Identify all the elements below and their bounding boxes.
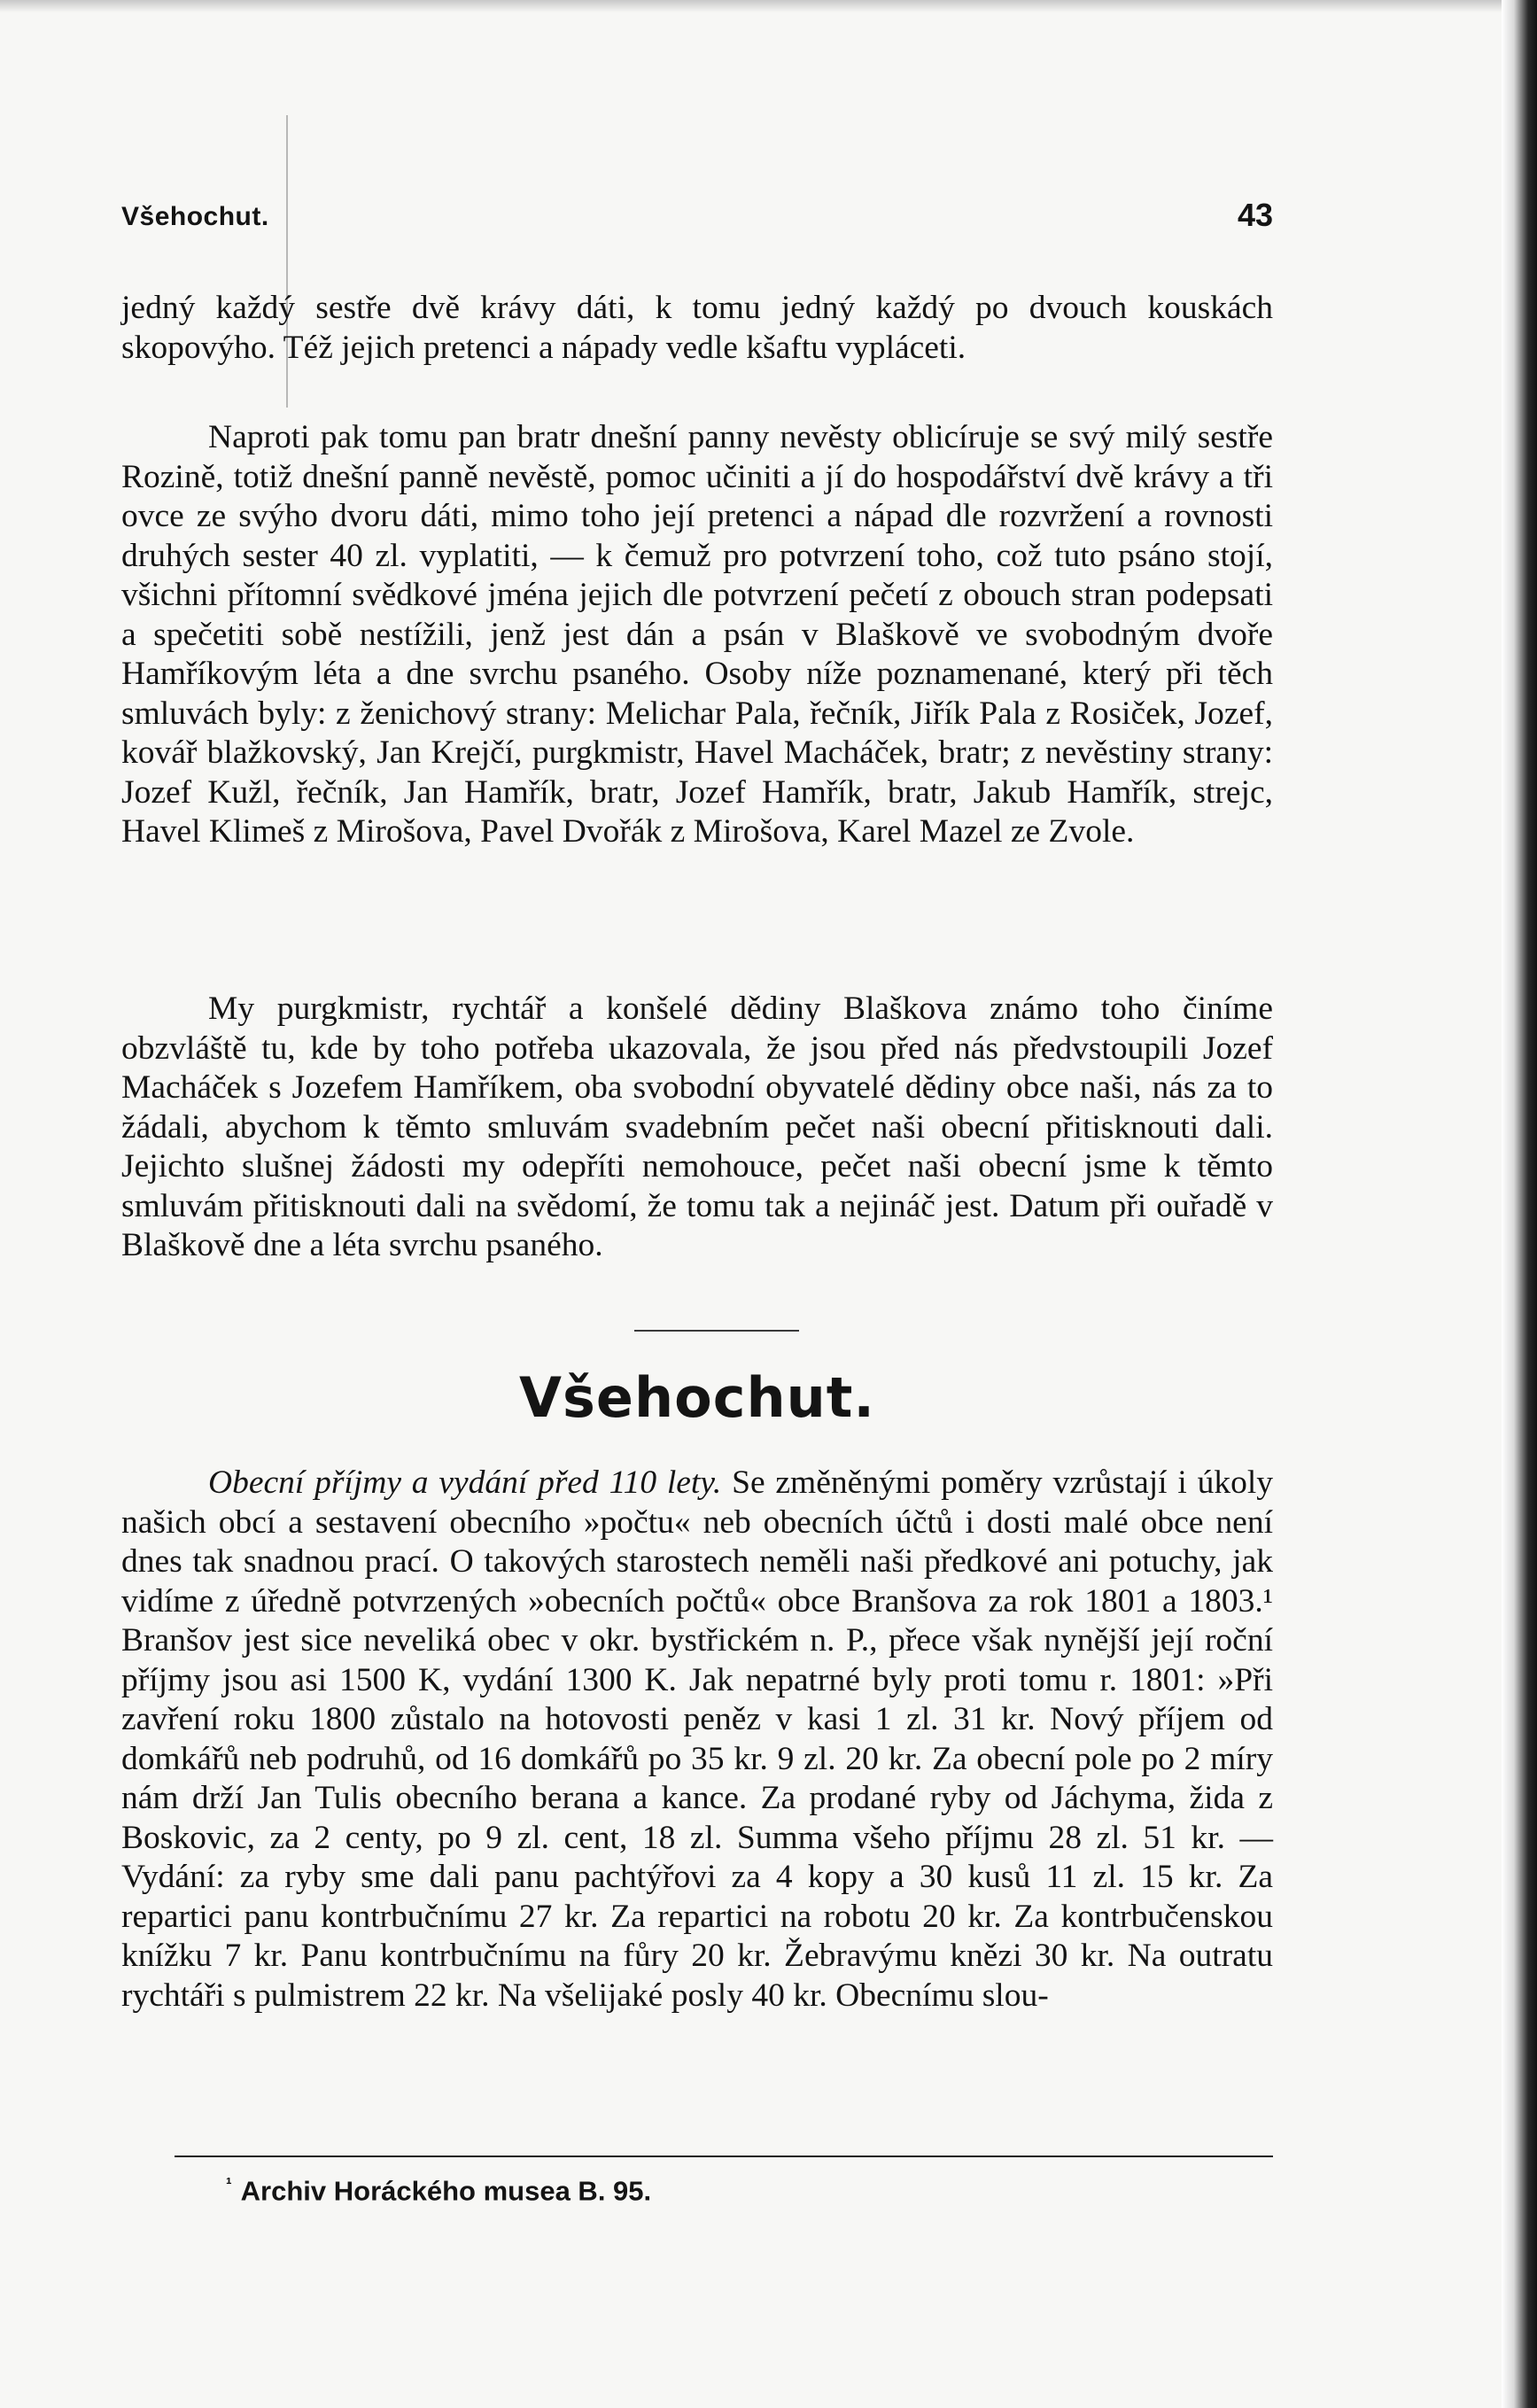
footnote-text: Archiv Horáckého musea B. 95. bbox=[240, 2175, 652, 2207]
section-body-text: Se změněnými poměry vzrůstají i úkoly našich obcí a sestavení obecního »počtu« neb obecních účtů i dosti malé obce není dnes tak snadnou prací. O takových starostech neměli naši předkové ani potuchy, jak vidíme z úředně potvrzených »obecních počtů« obce Branšova za rok 1801 a 1803.¹ Branšov jest sice neveliká obec v okr. bystřickém n. P., přece však nynější její roční příjmy jsou asi 1500 K, vydání 1300 K. Jak nepatrné byly proti tomu r. 1801: »Při zavření roku 1800 zůstalo na hotovosti peněz v kasi 1 zl. 31 kr. Nový příjem od domkářů neb podruhů, od 16 domkářů po 35 kr. 9 zl. 20 kr. Za obecní pole po 2 míry nám drží Jan Tulis obecního berana a kance. Za prodané ryby od Jáchyma, žida z Boskovic, za 2 centy, po 9 zl. cent, 18 zl. Summa všeho příjmu 28 zl. 51 kr. — Vydání: za ryby sme dali panu pachtýřovi za 4 kopy a 30 kusů 11 zl. 15 kr. Za repartici panu kontrbučnímu 27 kr. Za repartici na robotu 20 kr. Za kontrbučenskou knížku 7 kr. Panu kontrbučnímu na fůry 20 kr. Žebravýmu knězi 30 kr. Na outratu rychtáři s pulmistrem 22 kr. Na všelijaké posly 40 kr. Obecnímu slou- bbox=[121, 1464, 1274, 2014]
footnote-mark: ¹ bbox=[226, 2175, 232, 2194]
section-heading: Všehochut. bbox=[519, 1365, 875, 1430]
paragraph-section-body bbox=[121, 1464, 1273, 2016]
footnote bbox=[226, 2167, 651, 2209]
running-title: Všehochut. bbox=[121, 202, 269, 231]
paragraph-attestation: My purgkmistr, rychtář a konšelé dědiny Blaškova známo toho činíme obzvláště tu, kde by toho potřeba ukazovala, že jsou před nás předvstoupili Jozef Macháček s Jozefem Hamříkem, oba svobodní obyvatelé dědiny obce naši, nás za to žádali, abychom k těmto smluvám svadebním pečet naši obecní přitisknouti dali. Jejichto slušnej žádosti my odepříti nemohouce, pečet naši obecní jsme k těmto smluvám přitisknouti dali na svědomí, že tomu tak a nejináč jest. Datum při ouřadě v Blaškově dne a léta svrchu psaného. bbox=[121, 990, 1273, 1263]
footnote-rule bbox=[175, 2156, 1273, 2157]
page-number: 43 bbox=[1237, 197, 1273, 233]
running-head bbox=[121, 197, 1273, 241]
page-top-edge bbox=[0, 0, 1537, 12]
paragraph-witnesses: Naproti pak tomu pan bratr dnešní panny nevěsty oblicíruje se svý milý sestře Rozině, totiž dnešní panně nevěstě, pomoc učiniti a jí do hospodářství dvě krávy a tři ovce ze svýho dvoru dáti, mimo toho její pretenci a nápad dle rozvržení a rovnosti druhých sester 40 zl. vyplatiti, — k čemuž pro potvrzení toho, což tuto psáno stojí, všichni přítomní svědkové jména jejich dle potvrzení pečetí z obouch stran podepsati a spečetiti sobě nestížili, jenž jest dán a psán v Blaškově ve svobodným dvoře Hamříkovým léta a dne svrchu psaného. Osoby níže poznamenané, který při těch smluvách byly: z ženichový strany: Melichar Pala, řečník, Jiřík Pala z Rosiček, Jozef, kovář blažkovský, Jan Krejčí, purgkmistr, Havel Macháček, bratr; z nevěstiny strany: Jozef Kužl, řečník, Jan Hamřík, bratr, Jozef Hamřík, bratr, Jakub Hamřík, strejc, Havel Klimeš z Mirošova, Pavel Dvořák z Mirošova, Karel Mazel ze Zvole. bbox=[121, 419, 1273, 850]
paragraph-continued: jedný každý sestře dvě krávy dáti, k tomu jedný každý po dvouch kouskách skopovýho. Též jejich pretenci a nápady vedle kšaftu vypláceti. bbox=[121, 290, 1273, 366]
section-lead-title: Obecní příjmy a vydání před 110 lety. bbox=[208, 1464, 722, 1501]
section-divider bbox=[634, 1330, 799, 1332]
page-binding-shadow bbox=[1502, 0, 1537, 2408]
